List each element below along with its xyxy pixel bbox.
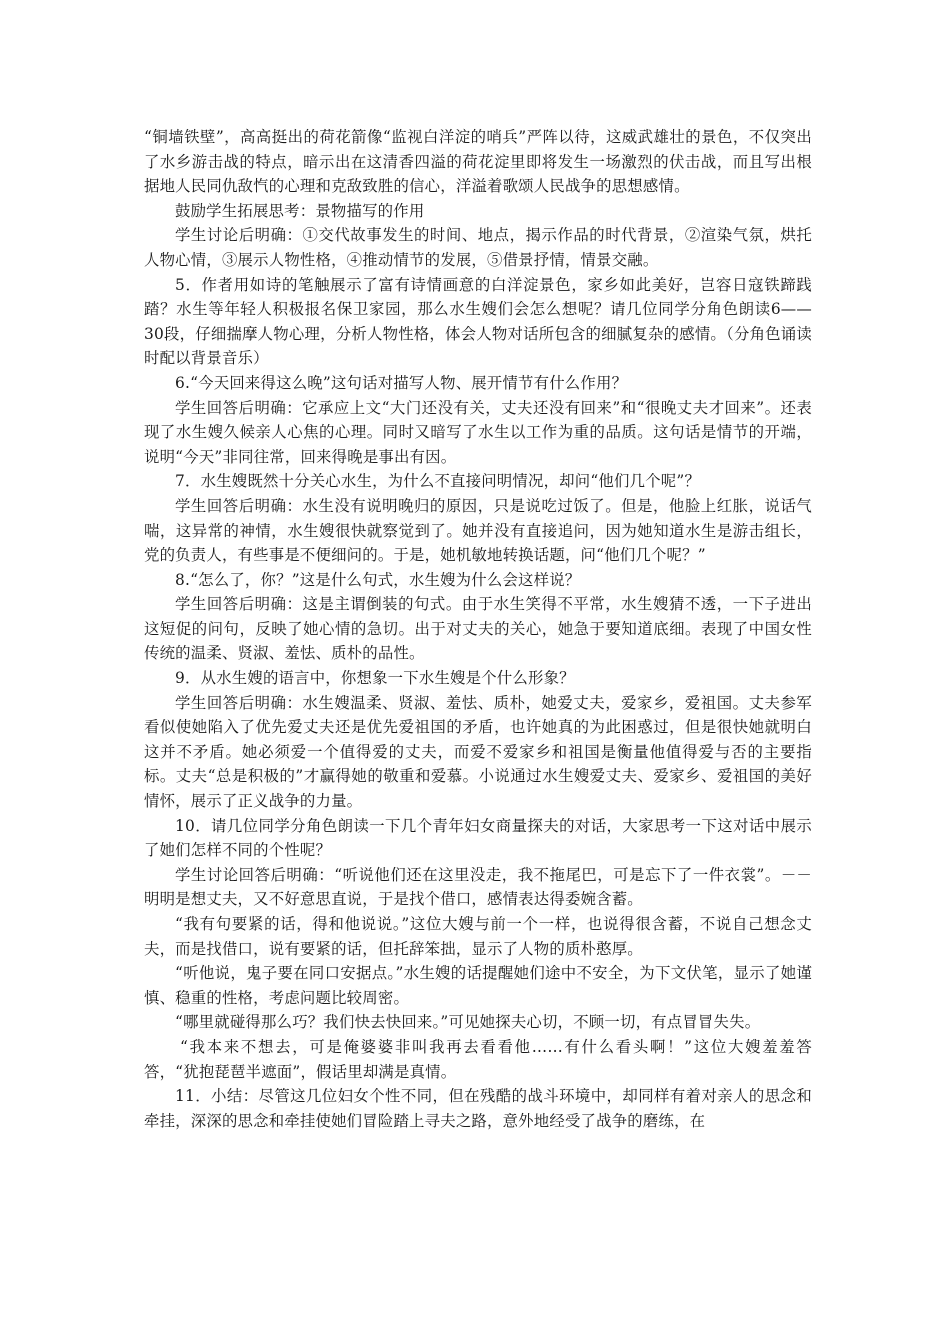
paragraph-10: 学生回答后明确：这是主谓倒装的句式。由于水生笑得不平常，水生嫂猜不透，一下子进出这短促的问句，反映了她心情的急切。出于对丈夫的关心，她急于要知道底细。表现了中国女性传统的温柔、贤淑、羞怯、质朴的品性。 — [144, 595, 812, 663]
paragraph-6: 学生回答后明确：它承应上文“大门还没有关，丈夫还没有回来”和“很晚丈夫才回来”。还表现了水生嫂久候亲人心焦的心理。同时又暗写了水生以工作为重的品质。这句话是情节的开端，说明“今天”非同往常，回来得晚是事出有因。 — [144, 398, 812, 466]
paragraph-5: 6.“今天回来得这么晚”这句话对描写人物、展开情节有什么作用？ — [175, 373, 628, 392]
paragraph-12: 学生回答后明确：水生嫂温柔、贤淑、羞怯、质朴，她爱丈夫，爱家乡，爱祖国。丈夫参军看似使她陷入了优先爱丈夫还是优先爱祖国的矛盾，也许她真的为此困惑过，但是很快她就明白这并不矛盾。她必须爱一个值得爱的丈夫，而爱不爱家乡和祖国是衡量他值得爱与否的主要指标。丈夫“总是积极的”才赢得她的敬重和爱慕。小说通过水生嫂爱丈夫、爱家乡、爱祖国的美好情怀，展示了正义战争的力量。 — [144, 693, 812, 811]
paragraph-9: 8.“怎么了，你？”这是什么句式，水生嫂为什么会这样说？ — [175, 570, 581, 589]
document-body — [144, 125, 812, 1133]
paragraph-11: 9．从水生嫂的语言中，你想象一下水生嫂是个什么形象？ — [175, 669, 575, 688]
paragraph-19: 11．小结：尽管这几位妇女个性不同，但在残酷的战斗环境中，却同样有着对亲人的思念和牵挂，深深的思念和牵挂使她们冒险踏上寻夫之路，意外地经受了战争的磨练，在 — [144, 1087, 812, 1130]
paragraph-14: 学生讨论回答后明确：“听说他们还在这里没走，我不拖尾巴，可是忘下了一件衣裳”。－－明明是想丈夫，又不好意思直说，于是找个借口，感情表达得委婉含蓄。 — [144, 865, 812, 909]
paragraph-18: “我本来不想去，可是俺婆婆非叫我再去看看他……有什么看头啊！”这位大嫂羞羞答答，“犹抱琵琶半遮面”，假话里却满是真情。 — [144, 1037, 812, 1081]
paragraph-2: 鼓励学生拓展思考：景物描写的作用 — [175, 201, 425, 220]
paragraph-8: 学生回答后明确：水生没有说明晚归的原因，只是说吃过饭了。但是，他脸上红胀，说话气喘，这异常的神情，水生嫂很快就察觉到了。她并没有直接追问，因为她知道水生是游击组长，党的负责人，有些事是不便细问的。于是，她机敏地转换话题，问“他们几个呢？” — [144, 496, 812, 565]
paragraph-17: “哪里就碰得那么巧？我们快去快回来。”可见她探夫心切，不顾一切，有点冒冒失失。 — [175, 1013, 761, 1032]
paragraph-15: “我有句要紧的话，得和他说说。”这位大嫂与前一个一样，也说得很含蓄，不说自己想念丈夫，而是找借口，说有要紧的话，但托辞笨拙，显示了人物的质朴憨厚。 — [144, 915, 812, 958]
paragraph-16: “听他说，鬼子要在同口安据点。”水生嫂的话提醒她们途中不安全，为下文伏笔，显示了她谨慎、稳重的性格，考虑问题比较周密。 — [144, 964, 812, 1007]
paragraph-3: 学生讨论后明确：①交代故事发生的时间、地点，揭示作品的时代背景，②渲染气氛，烘托人物心情，③展示人物性格，④推动情节的发展，⑤借景抒情，情景交融。 — [144, 226, 812, 269]
paragraph-13: 10．请几位同学分角色朗读一下几个青年妇女商量探夫的对话，大家思考一下这对话中展示了她们怎样不同的个性呢？ — [144, 816, 812, 860]
paragraph-1: “铜墙铁壁”，高高挺出的荷花箭像“监视白洋淀的哨兵”严阵以待，这威武雄壮的景色，不仅突出了水乡游击战的特点，暗示出在这清香四溢的荷花淀里即将发生一场激烈的伏击战，而且写出根据地人民同仇敌忾的心理和克敌致胜的信心，洋溢着歌颂人民战争的思想感情。 — [144, 128, 812, 196]
paragraph-4: 5．作者用如诗的笔触展示了富有诗情画意的白洋淀景色，家乡如此美好，岂容日寇铁蹄践踏？水生等年轻人积极报名保卫家园，那么水生嫂们会怎么想呢？请几位同学分角色朗读6——30段，仔细揣摩人物心理，分析人物性格，体会人物对话所包含的细腻复杂的感情。（分角色诵读时配以背景音乐） — [144, 275, 812, 368]
paragraph-7: 7．水生嫂既然十分关心水生，为什么不直接问明情况，却问“他们几个呢”？ — [175, 472, 701, 491]
